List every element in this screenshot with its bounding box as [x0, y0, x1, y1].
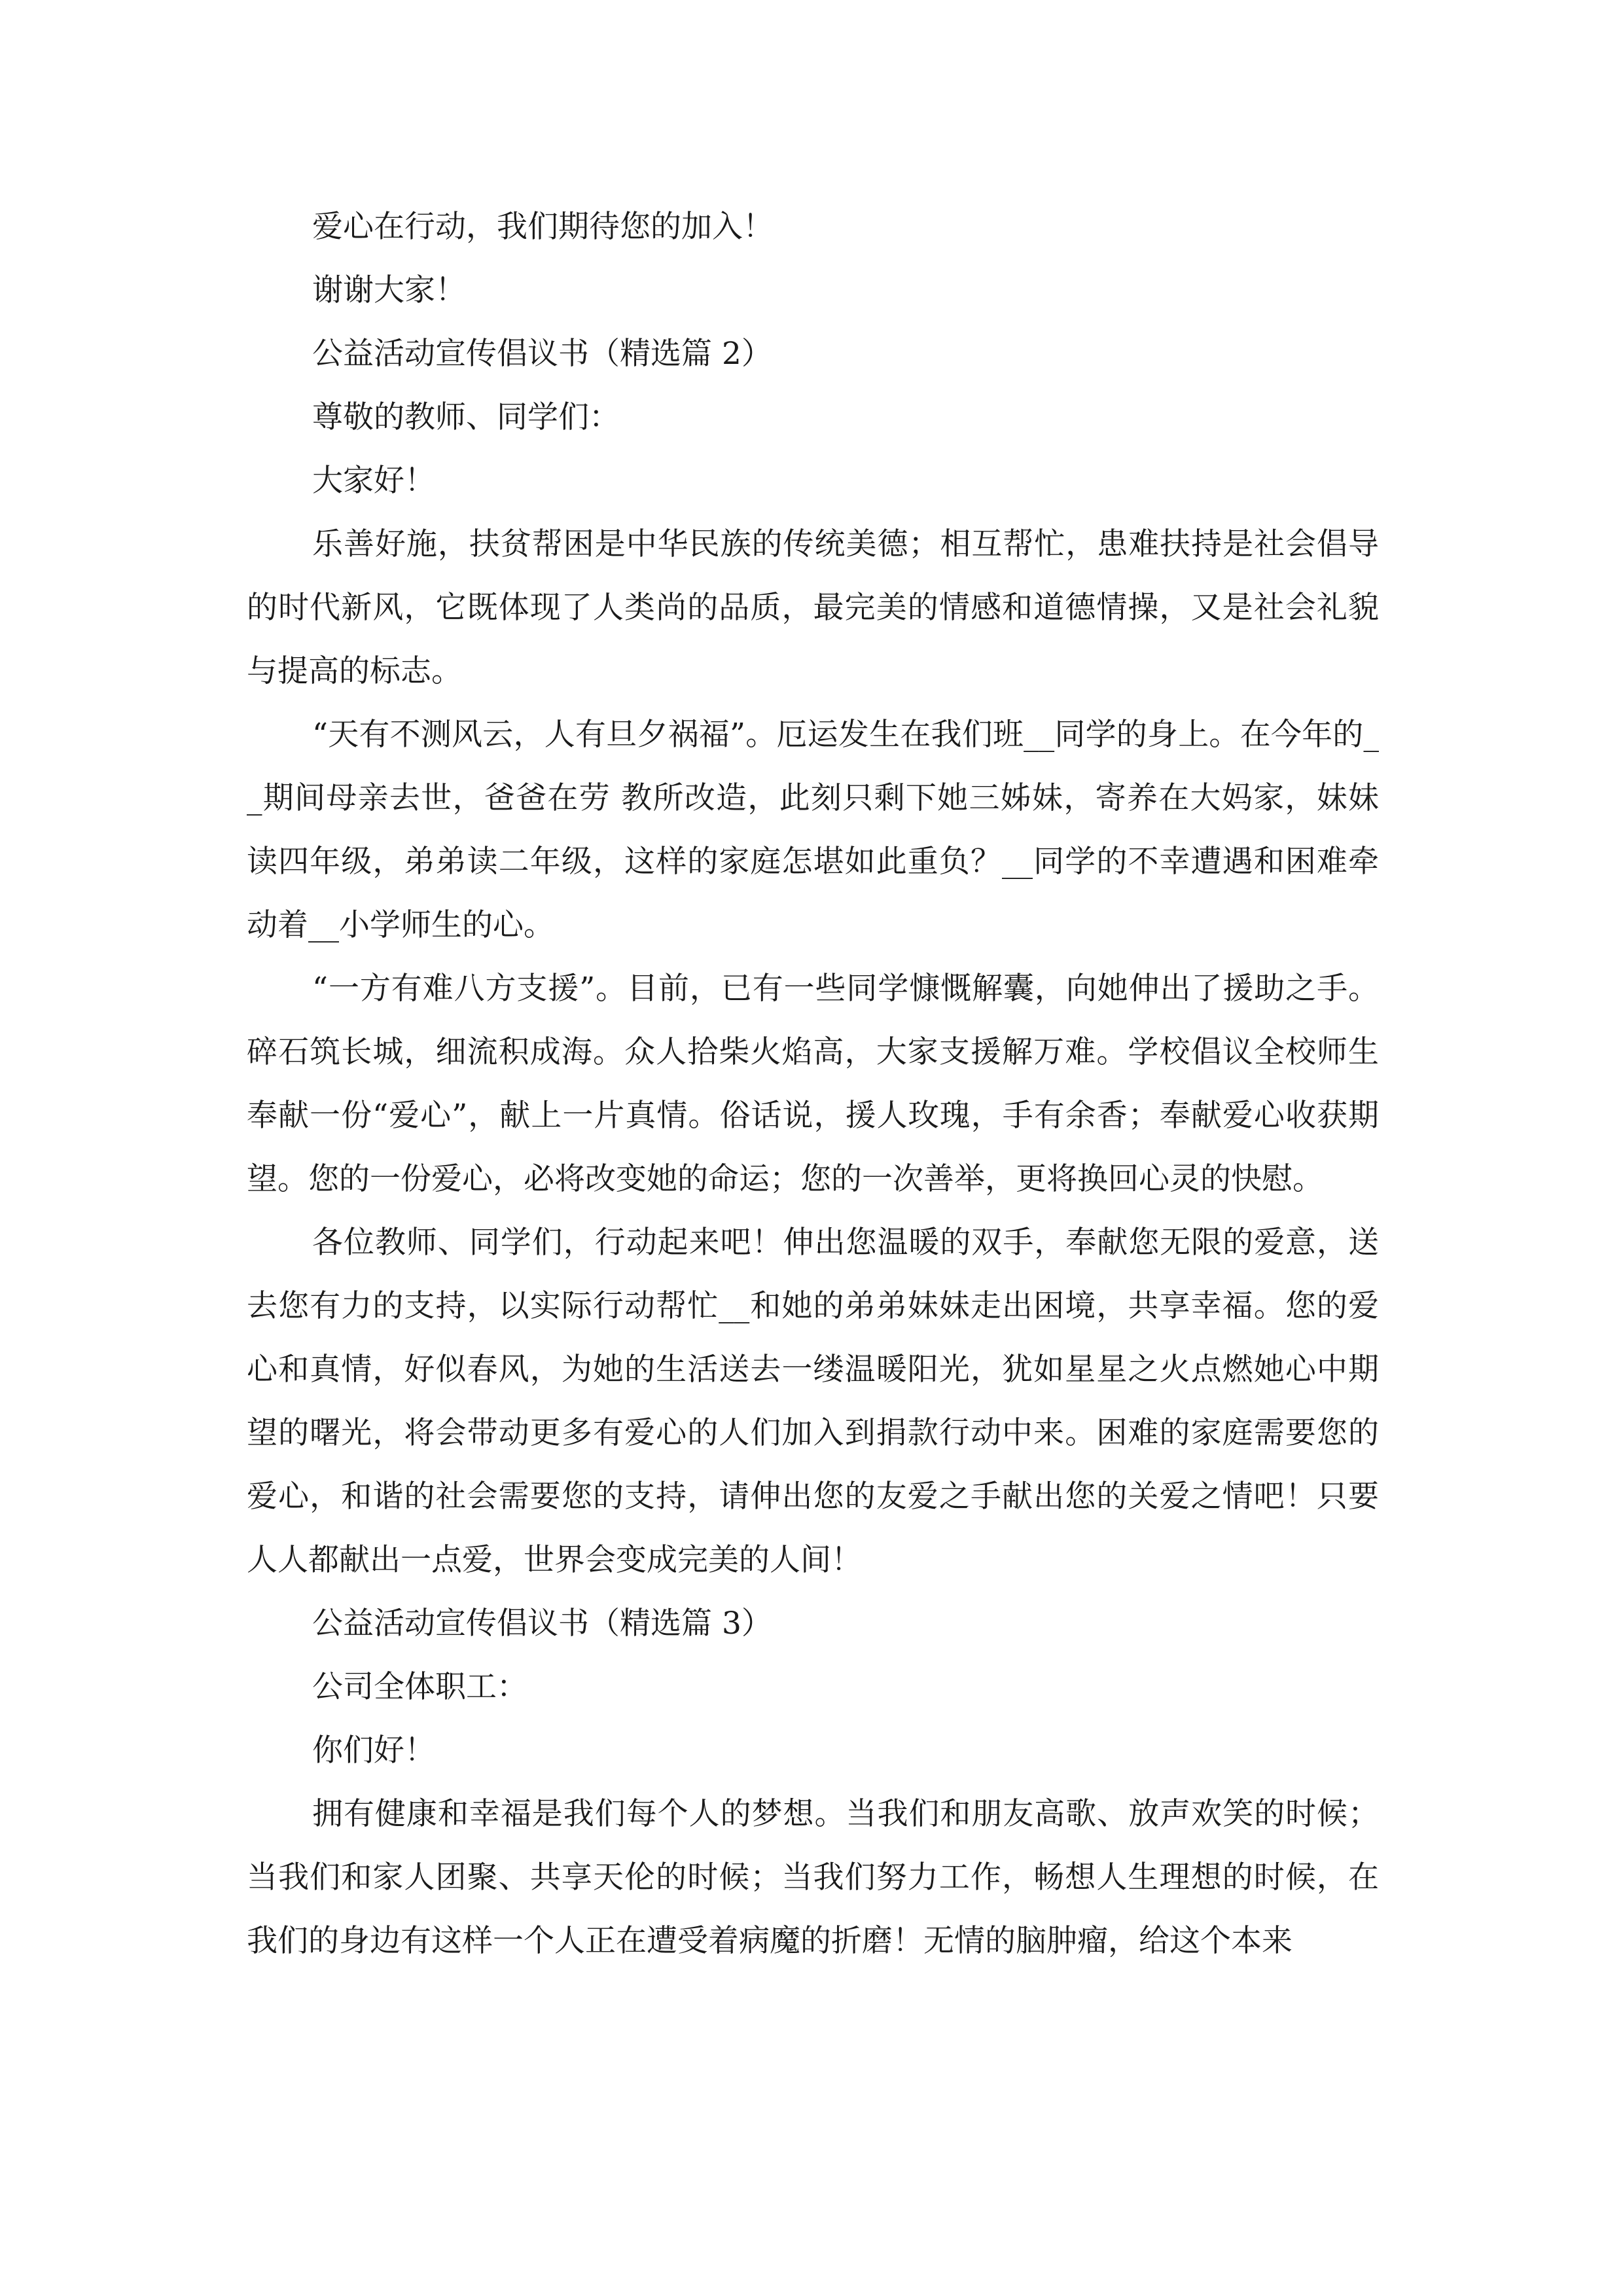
- body-paragraph: “一方有难八方支援”。目前，已有一些同学慷慨解囊，向她伸出了援助之手。碎石筑长城，细流积成海。众人拾柴火焰高，大家支援解万难。学校倡议全校师生奉献一份“爱心”，献上一片真情。俗话说，援人玫瑰，手有余香；奉献爱心收获期望。您的一份爱心，必将改变她的命运；您的一次善举，更将换回心灵的快慰。: [247, 971, 1379, 1197]
- document-body: [247, 195, 1379, 1973]
- section-title-3: 公益活动宣传倡议书（精选篇 3）: [312, 1605, 772, 1641]
- body-paragraph: 乐善好施，扶贫帮困是中华民族的传统美德；相互帮忙，患难扶持是社会倡导的时代新风，它既体现了人类尚的品质，最完美的情感和道德情操，又是社会礼貌与提高的标志。: [247, 526, 1379, 689]
- salutation-3: 公司全体职工：: [312, 1669, 527, 1705]
- greeting-2: 大家好！: [312, 463, 435, 499]
- salutation-2: 尊敬的教师、同学们：: [312, 399, 620, 435]
- section-title-2: 公益活动宣传倡议书（精选篇 2）: [312, 336, 772, 372]
- body-paragraph: “天有不测风云，人有旦夕祸福”。厄运发生在我们班__同学的身上。在今年的__期间母亲去世，爸爸在劳 教所改造，此刻只剩下她三姊妹，寄养在大妈家，妹妹读四年级，弟弟读二年级，这样的家庭怎堪如此重负？__同学的不幸遭遇和困难牵动着__小学师生的心。: [247, 717, 1379, 943]
- closing-line: 爱心在行动，我们期待您的加入！: [312, 209, 774, 245]
- body-paragraph: 拥有健康和幸福是我们每个人的梦想。当我们和朋友高歌、放声欢笑的时候；当我们和家人团聚、共享天伦的时候；当我们努力工作，畅想人生理想的时候，在我们的身边有这样一个人正在遭受着病魔的折磨！无情的脑肿瘤，给这个本来: [247, 1796, 1379, 1959]
- greeting-3: 你们好！: [312, 1732, 435, 1768]
- thanks-line: 谢谢大家！: [312, 272, 466, 308]
- body-paragraph: 各位教师、同学们，行动起来吧！伸出您温暖的双手，奉献您无限的爱意，送去您有力的支持，以实际行动帮忙__和她的弟弟妹妹走出困境，共享幸福。您的爱心和真情，好似春风，为她的生活送去一缕温暖阳光，犹如星星之火点燃她心中期望的曙光，将会带动更多有爱心的人们加入到捐款行动中来。困难的家庭需要您的爱心，和谐的社会需要您的支持，请伸出您的友爱之手献出您的关爱之情吧！只要人人都献出一点爱，世界会变成完美的人间！: [247, 1225, 1379, 1578]
